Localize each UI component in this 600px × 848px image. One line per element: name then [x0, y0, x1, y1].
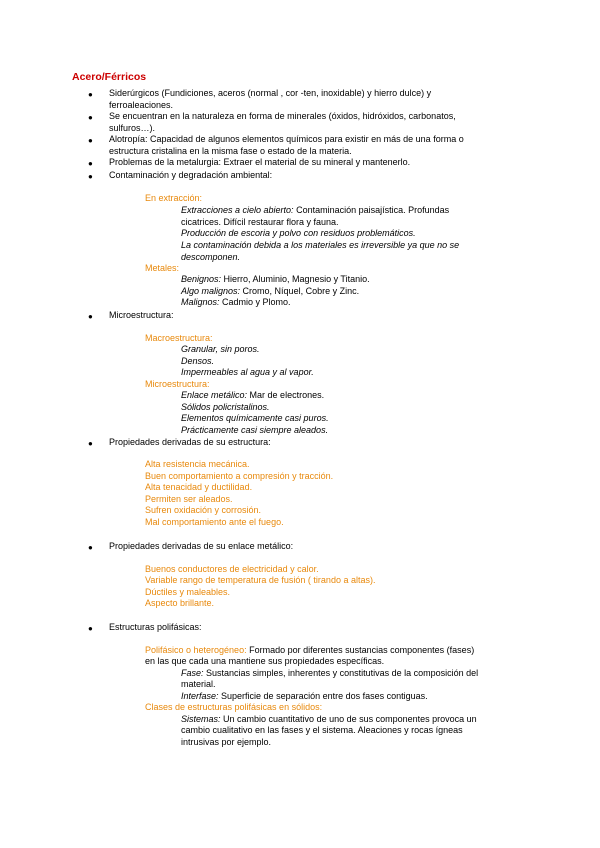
metales-algo-malignos: Algo malignos: Cromo, Níquel, Cobre y Zinc. — [181, 286, 360, 296]
sistemas-line-3: intrusivas por ejemplo. — [181, 737, 272, 747]
interfase-line: Interfase: Superficie de separación entre dos fases contiguas. — [181, 691, 428, 701]
bullet-siderurgicos: Siderúrgicos (Fundiciones, aceros (normal , cor -ten, inoxidable) y hierro dulce) y — [109, 88, 432, 98]
section-title: Acero/Férricos — [72, 71, 147, 83]
sistemas-line-1: Sistemas: Un cambio cuantitativo de uno de sus componentes provoca un — [181, 714, 477, 724]
prop-estructura-6: Mal comportamiento ante el fuego. — [145, 517, 284, 527]
extraccion-line-4: La contaminación debida a los materiales es irreversible ya que no se — [181, 240, 460, 250]
bullet-icon: ● — [88, 624, 93, 633]
macro-item-1: Granular, sin poros. — [181, 344, 260, 354]
bullet-icon: ● — [88, 113, 93, 122]
metales-benignos: Benignos: Hierro, Aluminio, Magnesio y Titanio. — [181, 274, 370, 284]
bullet-icon: ● — [88, 172, 93, 181]
extraccion-heading: En extracción: — [145, 193, 203, 203]
bullet-alotropia: Alotropía: Capacidad de algunos elementos químicos para existir en más de una forma o — [109, 134, 464, 144]
bullet-prop-estructura: Propiedades derivadas de su estructura: — [109, 437, 271, 447]
prop-enlace-3: Dúctiles y maleables. — [145, 587, 231, 597]
micro-item-3: Prácticamente casi siempre aleados. — [181, 425, 329, 435]
prop-enlace-1: Buenos conductores de electricidad y calor. — [145, 564, 319, 574]
bullet-prop-enlace: Propiedades derivadas de su enlace metálico: — [109, 541, 294, 551]
bullet-contaminacion: Contaminación y degradación ambiental: — [109, 170, 273, 180]
bullet-icon: ● — [88, 312, 93, 321]
bullet-icon: ● — [88, 136, 93, 145]
polifasico-line-1: Polifásico o heterogéneo: Formado por diferentes sustancias componentes (fases) — [145, 645, 475, 655]
bullet-alotropia-cont: estructura cristalina en la misma fase o estado de la materia. — [109, 146, 352, 156]
prop-enlace-4: Aspecto brillante. — [145, 598, 215, 608]
macro-item-2: Densos. — [181, 356, 215, 366]
bullet-metalurgia: Problemas de la metalurgia: Extraer el material de su mineral y mantenerlo. — [109, 157, 411, 167]
fase-line-1: Fase: Sustancias simples, inherentes y constitutivas de la composición del — [181, 668, 479, 678]
bullet-microestructura: Microestructura: — [109, 310, 174, 320]
extraccion-line-5: descomponen. — [181, 252, 241, 262]
prop-estructura-5: Sufren oxidación y corrosión. — [145, 505, 262, 515]
prop-estructura-2: Buen comportamiento a compresión y tracción. — [145, 471, 334, 481]
bullet-minerales-cont: sulfuros…). — [109, 123, 156, 133]
metales-malignos: Malignos: Cadmio y Plomo. — [181, 297, 291, 307]
sistemas-line-2: cambio cualitativo en las fases y el sistema. Aleaciones y rocas ígneas — [181, 725, 463, 735]
micro-item-1: Sólidos policristalinos. — [181, 402, 270, 412]
bullet-icon: ● — [88, 543, 93, 552]
metales-heading: Metales: — [145, 263, 180, 273]
bullet-icon: ● — [88, 90, 93, 99]
bullet-icon: ● — [88, 159, 93, 168]
extraccion-line-3: Producción de escoria y polvo con residuos problemáticos. — [181, 228, 416, 238]
prop-estructura-4: Permiten ser aleados. — [145, 494, 233, 504]
clases-heading: Clases de estructuras polifásicas en sólidos: — [145, 702, 323, 712]
fase-line-2: material. — [181, 679, 216, 689]
bullet-siderurgicos-cont: ferroaleaciones. — [109, 100, 174, 110]
prop-estructura-3: Alta tenacidad y ductilidad. — [145, 482, 253, 492]
prop-enlace-2: Variable rango de temperatura de fusión ( tirando a altas). — [145, 575, 376, 585]
polifasico-line-2: en las que cada una mantiene sus propiedades específicas. — [145, 656, 385, 666]
macro-heading: Macroestructura: — [145, 333, 213, 343]
micro-item-2: Elementos químicamente casi puros. — [181, 413, 329, 423]
extraccion-line-1: Extracciones a cielo abierto: Contaminación paisajística. Profundas — [181, 205, 450, 215]
prop-estructura-1: Alta resistencia mecánica. — [145, 459, 250, 469]
bullet-polifasicas: Estructuras polifásicas: — [109, 622, 202, 632]
bullet-minerales: Se encuentran en la naturaleza en forma de minerales (óxidos, hidróxidos, carbonatos, — [109, 111, 456, 121]
micro-enlace: Enlace metálico: Mar de electrones. — [181, 390, 325, 400]
macro-item-3: Impermeables al agua y al vapor. — [181, 367, 314, 377]
extraccion-line-2: cicatrices. Difícil restaurar flora y fauna. — [181, 217, 339, 227]
micro-heading: Microestructura: — [145, 379, 210, 389]
bullet-icon: ● — [88, 439, 93, 448]
